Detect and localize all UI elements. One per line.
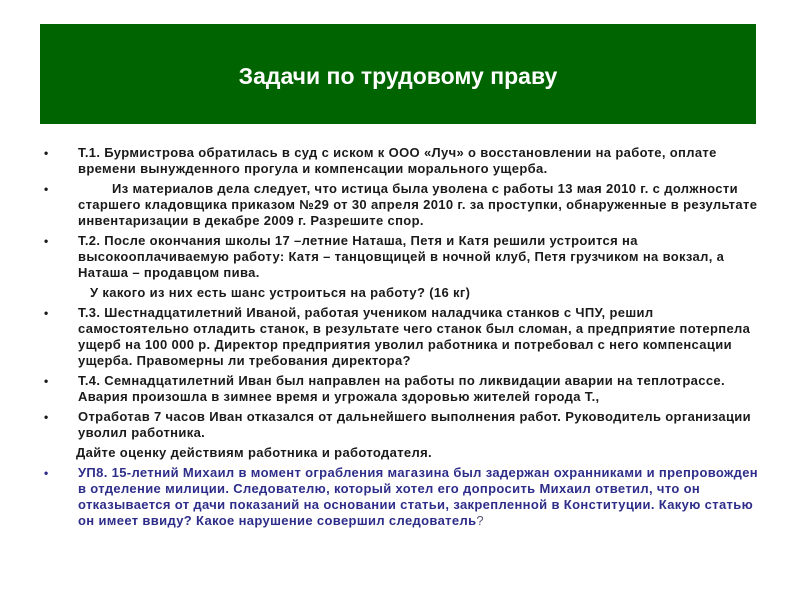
task-t3 [44,305,764,369]
task-up8-question-mark: ? [476,513,485,528]
task-t4-question-text: Дайте оценку действиям работника и работодателя. [76,445,433,460]
task-t3-text: Т.3. Шестнадцатилетний Иваной, работая учеником наладчика станков с ЧПУ, решил самостоятельно отладить станок, в результате чего станок был сломан, а предприятие потерпела ущерб на 100 000 р. Директор предприятия уволил работника и потребовал с него компенсации ущерба. Правомерны ли требования директора? [78,305,751,368]
task-t4-text: Т.4. Семнадцатилетний Иван был направлен на работы по ликвидации аварии на теплотрассе. Авария произошла в зимнее время и угрожала здоровью жителей города Т., [78,373,725,404]
task-t2-question-text: У какого из них есть шанс устроиться на работу? (16 кг) [90,285,471,300]
task-t4-continuation [44,409,764,441]
task-list [44,145,764,533]
task-t1-details [44,181,764,229]
task-t2 [44,233,764,281]
task-up8 [44,465,764,529]
task-up8-text: УП8. 15-летний Михаил в момент ограбления магазина был задержан охранниками и препровожден в отделение милиции. Следователю, который хотел его допросить Михаил ответил, что он отказывается от дачи показаний на основании статьи, закрепленной в Конституции. Какую статью он имеет ввиду? Какое нарушение совершил следователь [78,465,759,528]
task-t2-question [44,285,764,301]
task-t4-continuation-text: Отработав 7 часов Иван отказался от дальнейшего выполнения работ. Руководитель организации уволил работника. [78,409,751,440]
title-banner [40,24,756,124]
task-t1-details-text: • Из материалов дела следует, что истица была уволена с работы 13 мая 2010 г. с должности старшего кладовщика приказом №29 от 30 апреля 2010 г. за проступки, обнаруженные в результате инвентаризации в декабре 2009 г. Разрешите спор. [78,181,758,228]
task-t4-question [44,445,764,461]
task-t2-text: Т.2. После окончания школы 17 –летние Наташа, Петя и Катя решили устроится на высокооплачиваемую работу: Катя – танцовщицей в ночной клуб, Петя грузчиком на вокзал, а Наташа – продавцом пива. [78,233,725,280]
task-t1 [44,145,764,177]
task-t1-text: Т.1. Бурмистрова обратилась в суд с иском к ООО «Луч» о восстановлении на работе, оплате времени вынужденного прогула и компенсации морального ущерба. [78,145,717,176]
slide-title: Задачи по трудовому праву [238,62,558,89]
task-t4 [44,373,764,405]
